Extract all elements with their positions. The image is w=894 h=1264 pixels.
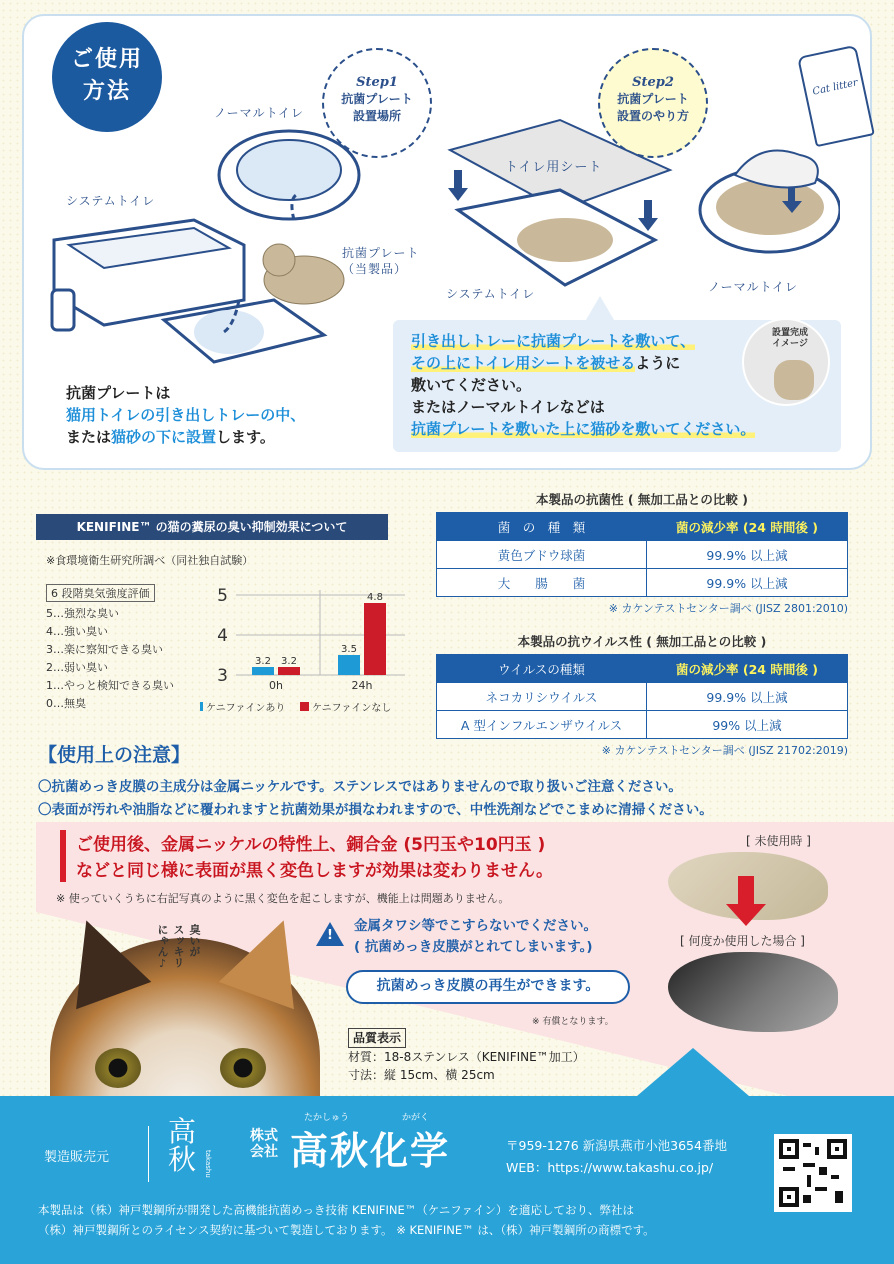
instruction-line4: またはノーマルトイレなどは (411, 398, 605, 416)
complete-image-line2: イメージ (772, 339, 808, 349)
chart-bar (252, 667, 274, 675)
chart-data-label: 3.2 (281, 656, 297, 667)
antiviral-table (436, 654, 848, 739)
left-note-line2: 猫用トイレの引き出しトレーの中、 (66, 406, 306, 424)
odor-scale-item: 0…無臭 (46, 697, 86, 710)
step2-label: Step2 (632, 75, 674, 90)
left-note-line3-post: します。 (216, 428, 275, 446)
chart-legend-label: ケニファインなし (312, 703, 392, 714)
cat-speech (156, 924, 201, 970)
scrub-line1: 金属タワシ等でこすらないでください。 (354, 918, 597, 934)
left-note (66, 382, 305, 448)
table-row (437, 569, 848, 597)
down-arrow-icon (726, 904, 766, 926)
complete-image-line1: 設置完成 (771, 328, 808, 338)
label-normal-toilet-top: ノーマルトイレ (214, 106, 305, 120)
effect-header: KENIFINE™ の猫の糞尿の臭い抑制効果について (36, 514, 388, 540)
step2-line2: 設置のやり方 (616, 109, 689, 123)
odor-scale-item: 2…弱い臭い (46, 661, 108, 674)
antiviral-row2-rate: 99% 以上減 (647, 711, 848, 739)
caution-line1: 〇抗菌めっき皮膜の主成分は金属ニッケルです。ステンレスではありませんので取り扱いご注意ください。 (38, 779, 682, 795)
footer-disclaimer (38, 1200, 655, 1240)
footer-divider (148, 1126, 149, 1182)
chart-data-label: 3.2 (255, 656, 271, 667)
antibacterial-row1-type: 黄色ブドウ球菌 (437, 541, 647, 569)
company-prefix (250, 1128, 278, 1160)
step1-illustration (44, 100, 384, 380)
odor-scale-item: 5…強烈な臭い (46, 607, 119, 620)
quality-title: 品質表示 (348, 1028, 406, 1048)
odor-scale-list (46, 605, 196, 713)
disclaimer-line1: 本製品は（株）神戸製鋼所が開発した高機能抗菌めっき技術 KENIFINE™（ケニファイン）を適応しており、弊社は (38, 1203, 635, 1217)
antibacterial-row2-rate: 99.9% 以上減 (647, 569, 848, 597)
cat-speech-line2: スッキリ (172, 924, 185, 968)
chart-x-tick-label: 24h (351, 679, 373, 692)
disclaimer-line2: （株）神戸製鋼所とのライセンス契約に基づいて製造しております。 ※ KENIFINE™ は、（株）神戸製鋼所の商標です。 (38, 1223, 655, 1237)
company-name: 高秋化学 (290, 1129, 451, 1173)
company-prefix-bottom: 会社 (250, 1144, 278, 1160)
scrub-warning (354, 916, 597, 958)
logo-sub: takashu (204, 1150, 212, 1178)
odor-scale (46, 582, 196, 713)
cat-speech-line3: にゃん♪ (156, 924, 169, 970)
antibacterial-row2-type: 大 腸 菌 (437, 569, 647, 597)
chart-legend-swatch (300, 702, 309, 711)
label-sheet: トイレ用シート (505, 160, 603, 175)
chart-bar (338, 655, 360, 675)
company-prefix-top: 株式 (250, 1128, 278, 1144)
chart-bar (364, 603, 386, 675)
antiviral-header-rate: 菌の減少率 (24 時間後 ) (647, 655, 848, 683)
logo-char1: 高 (168, 1115, 197, 1148)
quality-size: 寸法：縦 15cm、横 25cm (348, 1068, 495, 1082)
quality-block (348, 1028, 585, 1084)
left-note-line1: 抗菌プレートは (66, 384, 171, 402)
step2-line1: 抗菌プレート (617, 92, 689, 106)
complete-image-label (762, 328, 818, 350)
odor-scale-title: 6 段階臭気強度評価 (46, 584, 155, 602)
antibacterial-header-type: 菌 の 種 類 (437, 513, 647, 541)
warning-line1: ご使用後、金属ニッケルの特性上、銅合金 (5円玉や10円玉 ) (76, 835, 546, 855)
label-system-toilet-right: システムトイレ (446, 287, 536, 301)
chart-data-label: 3.5 (341, 644, 357, 655)
usage-badge-line2: 方法 (82, 79, 131, 104)
antibacterial-source: ※ カケンテストセンター調べ (JISZ 2801:2010) (608, 602, 848, 615)
unused-label: [ 未使用時 ] (746, 834, 811, 848)
table-row (437, 711, 848, 739)
antiviral-header-type: ウイルスの種類 (437, 655, 647, 683)
warning-note: ※ 使っていくうちに右記写真のように黒く変色を起こしますが、機能上は問題ありません。 (56, 892, 510, 905)
regeneration-badge: 抗菌めっき皮膜の再生ができます。 (346, 970, 630, 1004)
complete-image (742, 318, 830, 406)
antiviral-row1-rate: 99.9% 以上減 (647, 683, 848, 711)
company-logo (168, 1115, 197, 1176)
left-note-line3-blue: 猫砂の下に設置 (111, 428, 217, 446)
instruction-line5: 抗菌プレートを敷いた上に猫砂を敷いてください。 (411, 420, 756, 438)
ruby-right: かがく (402, 1113, 430, 1123)
step1-line1: 抗菌プレート (341, 92, 413, 106)
odor-scale-item: 3…楽に察知できる臭い (46, 643, 163, 656)
antiviral-row2-type: A 型インフルエンザウイルス (437, 711, 647, 739)
instruction-line2-post: ように (635, 354, 681, 372)
step1-line2: 設置場所 (352, 109, 401, 123)
chart-legend-label: ケニファインあり (206, 703, 286, 714)
odor-scale-item: 4…強い臭い (46, 625, 108, 638)
chart-y-tick-label: 5 (217, 586, 228, 606)
instruction-pointer (586, 296, 614, 320)
antibacterial-row1-rate: 99.9% 以上減 (647, 541, 848, 569)
company-web-link[interactable]: WEB：https://www.takashu.co.jp/ (506, 1160, 714, 1175)
antiviral-source: ※ カケンテストセンター調べ (JISZ 21702:2019) (601, 744, 848, 757)
table-row (437, 541, 848, 569)
cat-speech-line1: 臭いが (188, 924, 201, 957)
complete-image-plate (774, 360, 814, 400)
left-note-line3 (66, 426, 305, 448)
label-system-toilet-left: システムトイレ (66, 194, 156, 208)
step2-illustration (440, 115, 840, 305)
cat-eye-right (220, 1048, 266, 1088)
chart-data-label: 4.8 (367, 592, 383, 603)
instruction-line2-hl: その上にトイレ用シートを被せる (411, 354, 636, 372)
antibacterial-header-rate: 菌の減少率 (24 時間後 ) (647, 513, 848, 541)
cat-litter-text: Cat litter (811, 77, 859, 98)
antibacterial-section (436, 490, 848, 616)
maker-label: 製造販売元 (44, 1150, 110, 1165)
odor-chart (200, 580, 410, 720)
quality-material: 材質：18-8ステンレス（KENIFINE™加工） (348, 1050, 585, 1064)
odor-scale-item: 1…やっと検知できる臭い (46, 679, 174, 692)
used-label: [ 何度か使用した場合 ] (680, 934, 805, 948)
qr-code-icon (779, 1139, 847, 1207)
antiviral-row1-type: ネコカリシウイルス (437, 683, 647, 711)
cat-eye-left (95, 1048, 141, 1088)
table-row (437, 683, 848, 711)
chart-legend-swatch (200, 702, 203, 711)
antibacterial-title: 本製品の抗菌性 ( 無加工品との比較 ) (536, 492, 748, 507)
label-normal-toilet-right: ノーマルトイレ (708, 280, 799, 294)
warning-bar (60, 830, 66, 882)
company-address: 〒959-1276 新潟県燕市小池3654番地 (506, 1138, 727, 1153)
chart-y-tick-label: 3 (217, 666, 228, 686)
label-plate: 抗菌プレート (342, 246, 420, 260)
caution-title: 【使用上の注意】 (38, 744, 191, 766)
effect-source-note: ※食環境衛生研究所調べ（同社独自試験） (46, 554, 254, 567)
regeneration-note: ※ 有償となります。 (532, 1017, 614, 1027)
instruction-line1: 引き出しトレーに抗菌プレートを敷いて、 (411, 332, 696, 350)
chart-y-tick-label: 4 (217, 626, 228, 646)
instruction-line3: 敷いてください。 (411, 376, 532, 394)
chart-bar (278, 667, 300, 675)
usage-badge-line1: ご使用 (70, 47, 143, 72)
logo-char2: 秋 (168, 1143, 197, 1176)
scrub-line2: ( 抗菌めっき皮膜がとれてしまいます。) (354, 939, 593, 955)
step1-label: Step1 (356, 75, 398, 90)
caution-line2: 〇表面が汚れや油脂などに覆われますと抗菌効果が損なわれますので、中性洗剤などでこまめに清掃ください。 (38, 802, 713, 818)
footer-notch (637, 1048, 749, 1096)
left-note-line3-pre: または (66, 428, 112, 446)
antiviral-title: 本製品の抗ウイルス性 ( 無加工品との比較 ) (517, 634, 767, 649)
ruby-left: たかしゅう (304, 1113, 350, 1123)
label-plate-note: （当製品） (342, 262, 408, 276)
antiviral-section (436, 632, 848, 758)
antibacterial-table (436, 512, 848, 597)
warning-triangle-icon: ! (316, 922, 344, 946)
chart-x-tick-label: 0h (269, 679, 283, 692)
down-arrow-shaft (738, 876, 754, 906)
warning-line2: などと同じ様に表面が黒く変色しますが効果は変わりません。 (76, 861, 554, 881)
qr-code[interactable] (774, 1134, 852, 1212)
